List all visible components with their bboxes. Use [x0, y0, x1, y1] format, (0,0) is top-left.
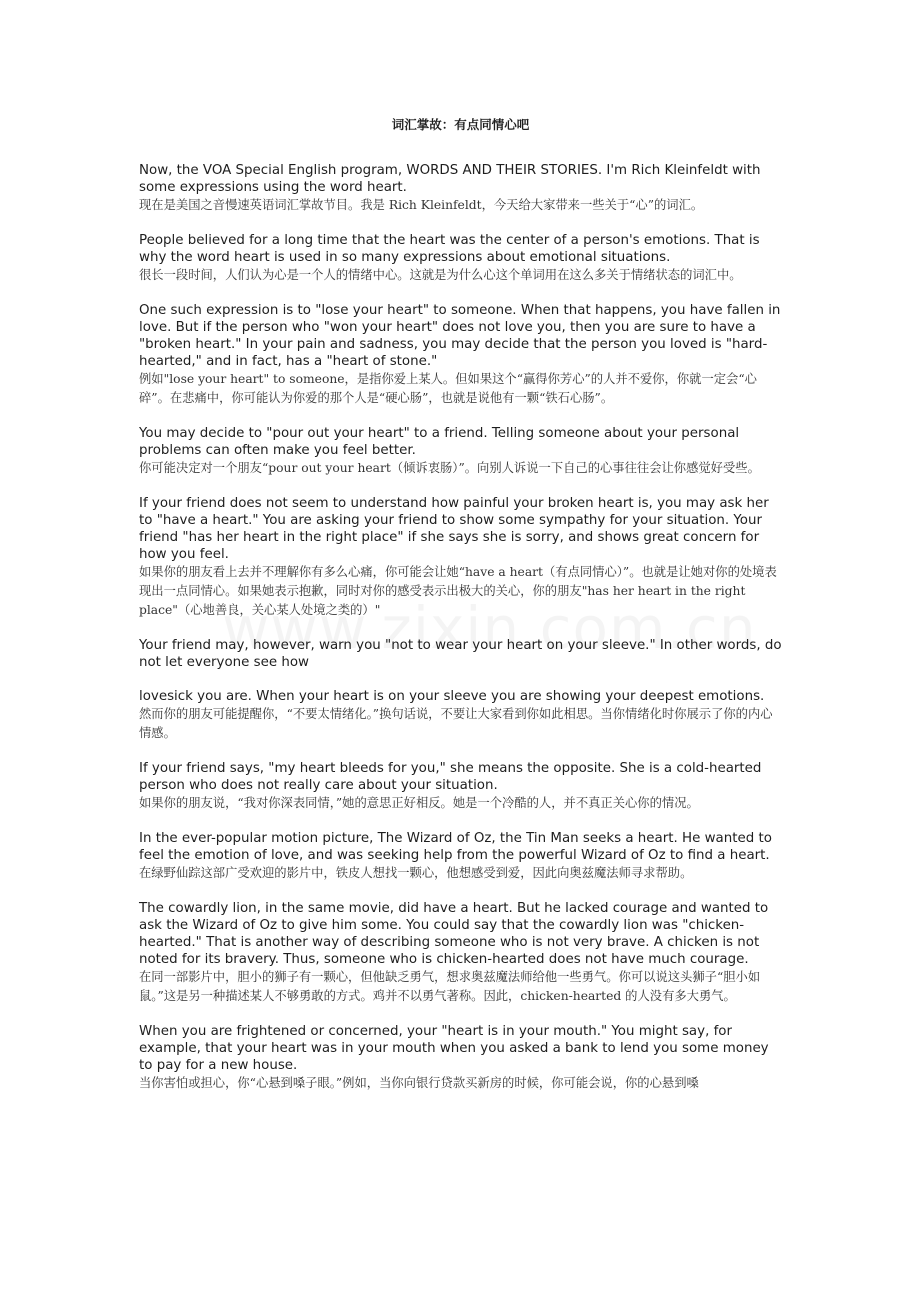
paragraph-8: [139, 760, 782, 813]
chinese-translation: 你可能决定对一个朋友“pour out your heart（倾诉衷肠）”。向别人诉说一下自己的心事往往会让你感觉好受些。: [139, 461, 760, 475]
chinese-translation: 在同一部影片中，胆小的狮子有一颗心，但他缺乏勇气，想求奥兹魔法师给他一些勇气。你可以说这头狮子“胆小如鼠。”这是另一种描述某人不够勇敢的方式。鸡并不以勇气著称。因此，chicken-hearted 的人没有多大勇气。: [139, 970, 761, 1003]
english-text: When you are frightened or concerned, your "heart is in your mouth." You might say, for example, that your heart was in your mouth when you asked a bank to lend you some money to pay for a new house.: [139, 1024, 769, 1073]
english-text: lovesick you are. When your heart is on your sleeve you are showing your deepest emotions.: [139, 689, 765, 704]
document-title: 词汇掌故：有点同情心吧: [391, 117, 530, 132]
chinese-translation: 当你害怕或担心，你“心悬到嗓子眼。”例如，当你向银行贷款买新房的时候，你可能会说，你的心悬到嗓: [139, 1076, 699, 1090]
english-text: You may decide to "pour out your heart" to a friend. Telling someone about your personal problems can often make you feel better.: [139, 426, 740, 458]
paragraph-5: [139, 495, 782, 620]
chinese-translation: 很长一段时间，人们认为心是一个人的情绪中心。这就是为什么心这个单词用在这么多关于情绪状态的词汇中。: [139, 268, 742, 282]
paragraph-3: [139, 302, 782, 408]
chinese-translation: 然而你的朋友可能提醒你，“不要太情绪化。”换句话说，不要让大家看到你如此相思。当你情绪化时你展示了你的内心情感。: [139, 707, 773, 740]
chinese-translation: 现在是美国之音慢速英语词汇掌故节目。我是 Rich Kleinfeldt，今天给大家带来一些关于“心”的词汇。: [139, 198, 704, 212]
paragraph-7: [139, 688, 782, 743]
paragraph-6: [139, 637, 782, 671]
english-text: Now, the VOA Special English program, WORDS AND THEIR STORIES. I'm Rich Kleinfeldt with some expressions using the word heart.: [139, 163, 761, 195]
english-text: People believed for a long time that the heart was the center of a person's emotions. That is why the word heart is used in so many expressions about emotional situations.: [139, 233, 760, 265]
english-text: If your friend does not seem to understand how painful your broken heart is, you may ask her to "have a heart." You are asking your friend to show some sympathy for your situation. Your friend "has her heart in the right place" if she says she is sorry, and shows great concern for how you feel.: [139, 496, 769, 562]
english-text: In the ever-popular motion picture, The Wizard of Oz, the Tin Man seeks a heart. He wanted to feel the emotion of love, and was seeking help from the powerful Wizard of Oz to find a heart.: [139, 831, 772, 863]
paragraph-10: [139, 900, 782, 1006]
paragraph-2: [139, 232, 782, 285]
paragraph-11: [139, 1023, 782, 1093]
chinese-translation: 在绿野仙踪这部广受欢迎的影片中，铁皮人想找一颗心，他想感受到爱，因此向奥兹魔法师寻求帮助。: [139, 866, 693, 880]
english-text: Your friend may, however, warn you "not to wear your heart on your sleeve." In other words, do not let everyone see how: [139, 638, 782, 670]
chinese-translation: 如果你的朋友说，“我对你深表同情，”她的意思正好相反。她是一个冷酷的人，并不真正关心你的情况。: [139, 796, 699, 810]
english-text: The cowardly lion, in the same movie, did have a heart. But he lacked courage and wanted to ask the Wizard of Oz to give him some. You could say that the cowardly lion was "chicken-hearted." That is another way of describing someone who is not very brave. A chicken is not noted for its bravery. Thus, someone who is chicken-hearted does not have much courage.: [139, 901, 769, 967]
chinese-translation: 如果你的朋友看上去并不理解你有多么心痛，你可能会让她“have a heart（有点同情心）”。也就是让她对你的处境表现出一点同情心。如果她表示抱歉，同时对你的感受表示出极大的关心，你的朋友"has her heart in the right place"（心地善良，关心某人处境之类的）": [139, 565, 777, 617]
paragraph-1: [139, 162, 782, 215]
paragraph-9: [139, 830, 782, 883]
english-text: One such expression is to "lose your heart" to someone. When that happens, you have fallen in love. But if the person who "won your heart" does not love you, then you are sure to have a "broken heart." In your pain and sadness, you may decide that the person you loved is "hard-hearted," and in fact, has a "heart of stone.": [139, 303, 781, 369]
paragraph-4: [139, 425, 782, 478]
document-page: [139, 116, 782, 1110]
chinese-translation: 例如"lose your heart" to someone，是指你爱上某人。但如果这个“赢得你芳心”的人并不爱你，你就一定会“心碎”。在悲痛中，你可能认为你爱的那个人是“硬心肠”，也就是说他有一颗“铁石心肠”。: [139, 372, 757, 405]
english-text: If your friend says, "my heart bleeds for you," she means the opposite. She is a cold-hearted person who does not really care about your situation.: [139, 761, 762, 793]
